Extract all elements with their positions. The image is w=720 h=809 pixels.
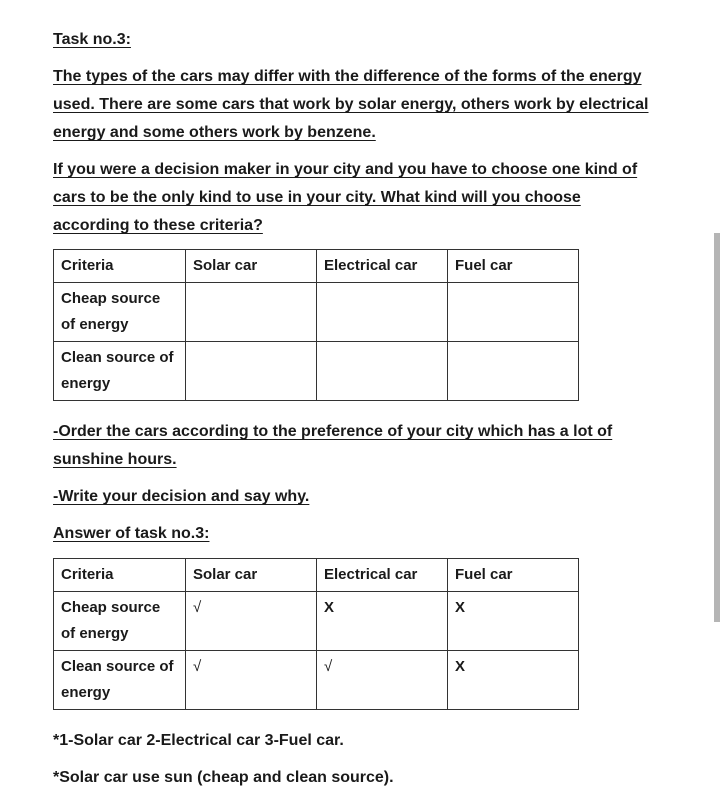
- intro-paragraph: The types of the cars may differ with the difference of the forms of the energy used. There are some cars that work by solar energy, others work by electrical energy and some others work by benzene.: [53, 68, 649, 141]
- answer-order: *1-Solar car 2-Electrical car 3-Fuel car.: [53, 732, 344, 749]
- table-cell: [186, 283, 317, 342]
- x-mark: X: [448, 592, 579, 651]
- answer-reason: *Solar car use sun (cheap and clean source).: [53, 769, 394, 786]
- table-row: [54, 342, 579, 401]
- task-title: Task no.3:: [53, 31, 131, 48]
- answer-title: Answer of task no.3:: [53, 525, 210, 542]
- question-paragraph: If you were a decision maker in your city and you have to choose one kind of cars to be the only kind to use in your city. What kind will you choose according to these criteria?: [53, 161, 638, 234]
- table-header-cell: Solar car: [186, 559, 317, 592]
- order-instruction: -Order the cars according to the preference of your city which has a lot of sunshine hours.: [53, 423, 613, 468]
- x-mark: X: [448, 651, 579, 710]
- scrollbar[interactable]: [714, 233, 720, 622]
- table-header-cell: Electrical car: [317, 559, 448, 592]
- table-header-cell: Criteria: [54, 559, 186, 592]
- table-cell: [186, 342, 317, 401]
- table-header-cell: Fuel car: [448, 250, 579, 283]
- table-header-cell: Solar car: [186, 250, 317, 283]
- table-cell: Cheap source of energy: [54, 592, 186, 651]
- table-header-cell: Fuel car: [448, 559, 579, 592]
- table-cell: [317, 283, 448, 342]
- x-mark: X: [317, 592, 448, 651]
- decision-instruction: -Write your decision and say why.: [53, 488, 310, 505]
- table-cell: [317, 342, 448, 401]
- check-mark: √: [186, 651, 317, 710]
- check-mark: √: [186, 592, 317, 651]
- table-row: [54, 592, 579, 651]
- table-header-cell: Electrical car: [317, 250, 448, 283]
- table-cell: Cheap source of energy: [54, 283, 186, 342]
- table-row: [54, 283, 579, 342]
- table-cell: Clean source of energy: [54, 342, 186, 401]
- table-cell: Clean source of energy: [54, 651, 186, 710]
- table-header-row: [54, 559, 579, 592]
- check-mark: √: [317, 651, 448, 710]
- table-cell: [448, 283, 579, 342]
- criteria-table-answered: [53, 558, 579, 710]
- table-cell: [448, 342, 579, 401]
- criteria-table-empty: [53, 249, 579, 401]
- table-row: [54, 651, 579, 710]
- table-header-row: [54, 250, 579, 283]
- table-header-cell: Criteria: [54, 250, 186, 283]
